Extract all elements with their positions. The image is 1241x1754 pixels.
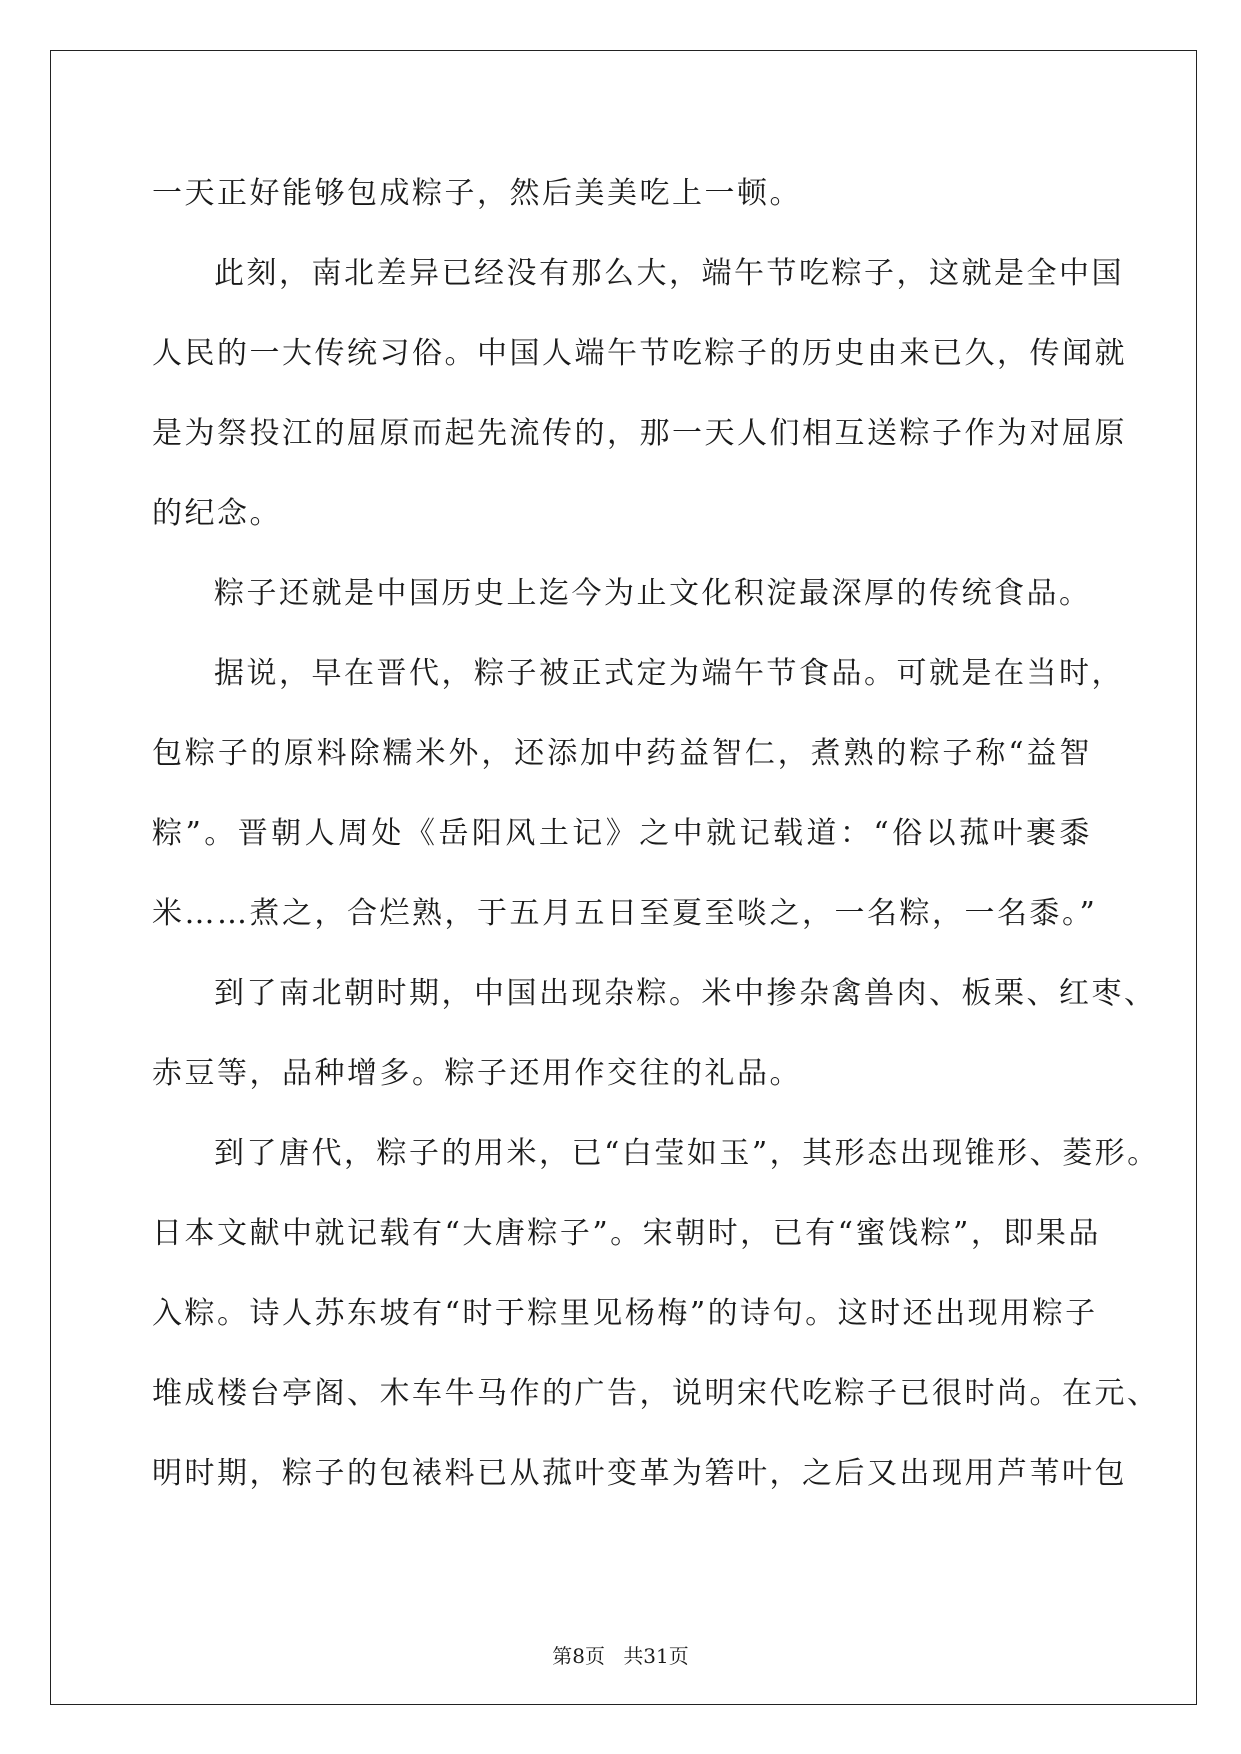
text-line [152,394,1127,474]
text-line [152,794,1092,874]
text-line [152,1354,1160,1434]
line-text: 据说，早在晋代，粽子被正式定为端午节食品。可就是在当时， [214,656,1124,691]
text-line [152,1274,1098,1354]
text-line [152,714,1092,794]
text-line [152,874,1098,954]
line-text: 人民的一大传统习俗。中国人端午节吃粽子的历史由来已久，传闻就 [152,336,1127,371]
text-line [152,554,1092,634]
line-text: 一天正好能够包成粽子，然后美美吃上一顿。 [152,176,802,211]
page-number: 第8页 [552,1644,605,1668]
text-line [152,1434,1127,1514]
line-text: 赤豆等，品种增多。粽子还用作交往的礼品。 [152,1056,802,1091]
text-line [152,154,1092,234]
text-line [152,234,1124,314]
line-text: 是为祭投江的屈原而起先流传的，那一天人们相互送粽子作为对屈原 [152,416,1127,451]
line-text: 到了南北朝时期，中国出现杂粽。米中掺杂禽兽肉、板栗、红枣、 [214,976,1157,1011]
document-body [152,154,1160,1514]
text-line [152,474,1092,554]
line-text: 明时期，粽子的包裱料已从菰叶变革为箬叶，之后又出现用芦苇叶包 [152,1456,1127,1491]
line-text: 到了唐代，粽子的用米，已“白莹如玉”，其形态出现锥形、菱形。 [214,1136,1160,1171]
line-text: 包粽子的原料除糯米外，还添加中药益智仁，煮熟的粽子称“益智 [152,736,1092,771]
line-text: 日本文献中就记载有“大唐粽子”。宋朝时，已有“蜜饯粽”，即果品 [152,1216,1101,1251]
line-text: 米……煮之，合烂熟，于五月五日至夏至啖之，一名粽，一名黍。” [152,896,1098,931]
page-footer [0,1640,1241,1669]
line-text: 入粽。诗人苏东坡有“时于粽里见杨梅”的诗句。这时还出现用粽子 [152,1296,1098,1331]
line-text: 粽子还就是中国历史上迄今为止文化积淀最深厚的传统食品。 [214,576,1092,611]
text-line [152,634,1124,714]
line-text: 此刻，南北差异已经没有那么大，端午节吃粽子，这就是全中国 [214,256,1124,291]
line-text: 粽”。晋朝人周处《岳阳风土记》之中就记载道：“俗以菰叶裹黍 [152,816,1092,851]
text-line [152,1034,1092,1114]
text-line [152,954,1157,1034]
line-text: 的纪念。 [152,496,282,531]
text-line [152,1194,1101,1274]
total-pages: 共31页 [623,1644,689,1668]
line-text: 堆成楼台亭阁、木车牛马作的广告，说明宋代吃粽子已很时尚。在元、 [152,1376,1160,1411]
text-line [152,314,1127,394]
text-line [152,1114,1160,1194]
